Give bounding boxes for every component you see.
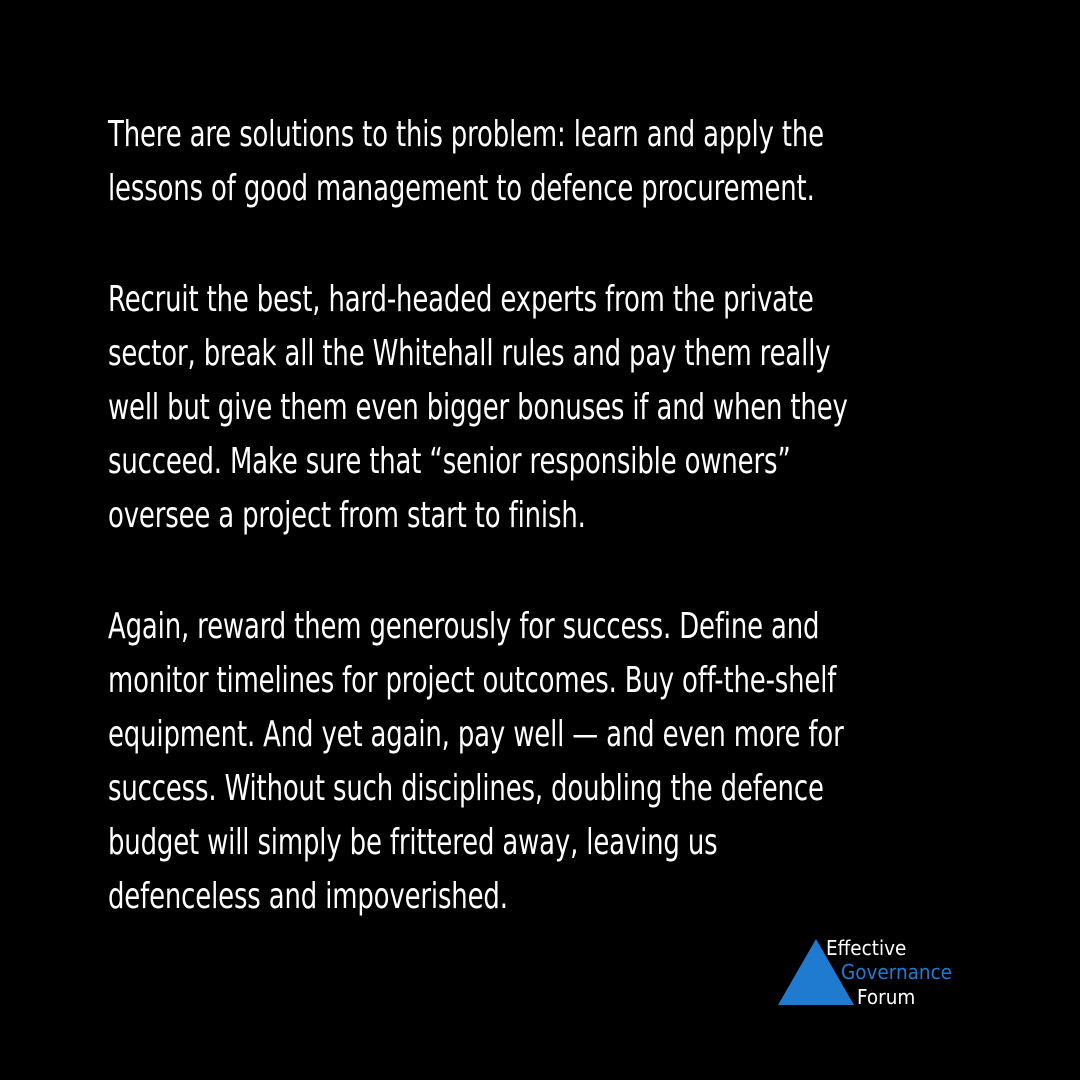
text-line: sector, break all the Whitehall rules and pay them really bbox=[108, 333, 831, 374]
text-line: equipment. And yet again, pay well — and even more for bbox=[108, 714, 844, 755]
text-line: succeed. Make sure that “senior responsible owners” bbox=[108, 441, 791, 482]
text-line: oversee a project from start to finish. bbox=[108, 495, 586, 536]
text-line: There are solutions to this problem: learn and apply the bbox=[108, 114, 824, 155]
text-line: lessons of good management to defence procurement. bbox=[108, 168, 815, 209]
paragraph-1 bbox=[108, 108, 968, 216]
effective-governance-forum-logo bbox=[776, 937, 986, 1011]
logo-text-forum: Forum bbox=[857, 985, 916, 1009]
text-line: defenceless and impoverished. bbox=[108, 876, 508, 917]
paragraph-2 bbox=[108, 273, 968, 543]
text-line: success. Without such disciplines, doubling the defence bbox=[108, 768, 824, 809]
logo-text-effective: Effective bbox=[826, 936, 907, 960]
paragraph-3 bbox=[108, 600, 968, 924]
text-line: budget will simply be frittered away, leaving us bbox=[108, 822, 718, 863]
text-line: Again, reward them generously for success. Define and bbox=[108, 606, 820, 647]
text-line: well but give them even bigger bonuses if and when they bbox=[108, 387, 848, 428]
logo-text-governance: Governance bbox=[841, 960, 953, 984]
quote-text-block bbox=[108, 108, 968, 981]
text-line: monitor timelines for project outcomes. Buy off-the-shelf bbox=[108, 660, 837, 701]
text-line: Recruit the best, hard-headed experts from the private bbox=[108, 279, 814, 320]
